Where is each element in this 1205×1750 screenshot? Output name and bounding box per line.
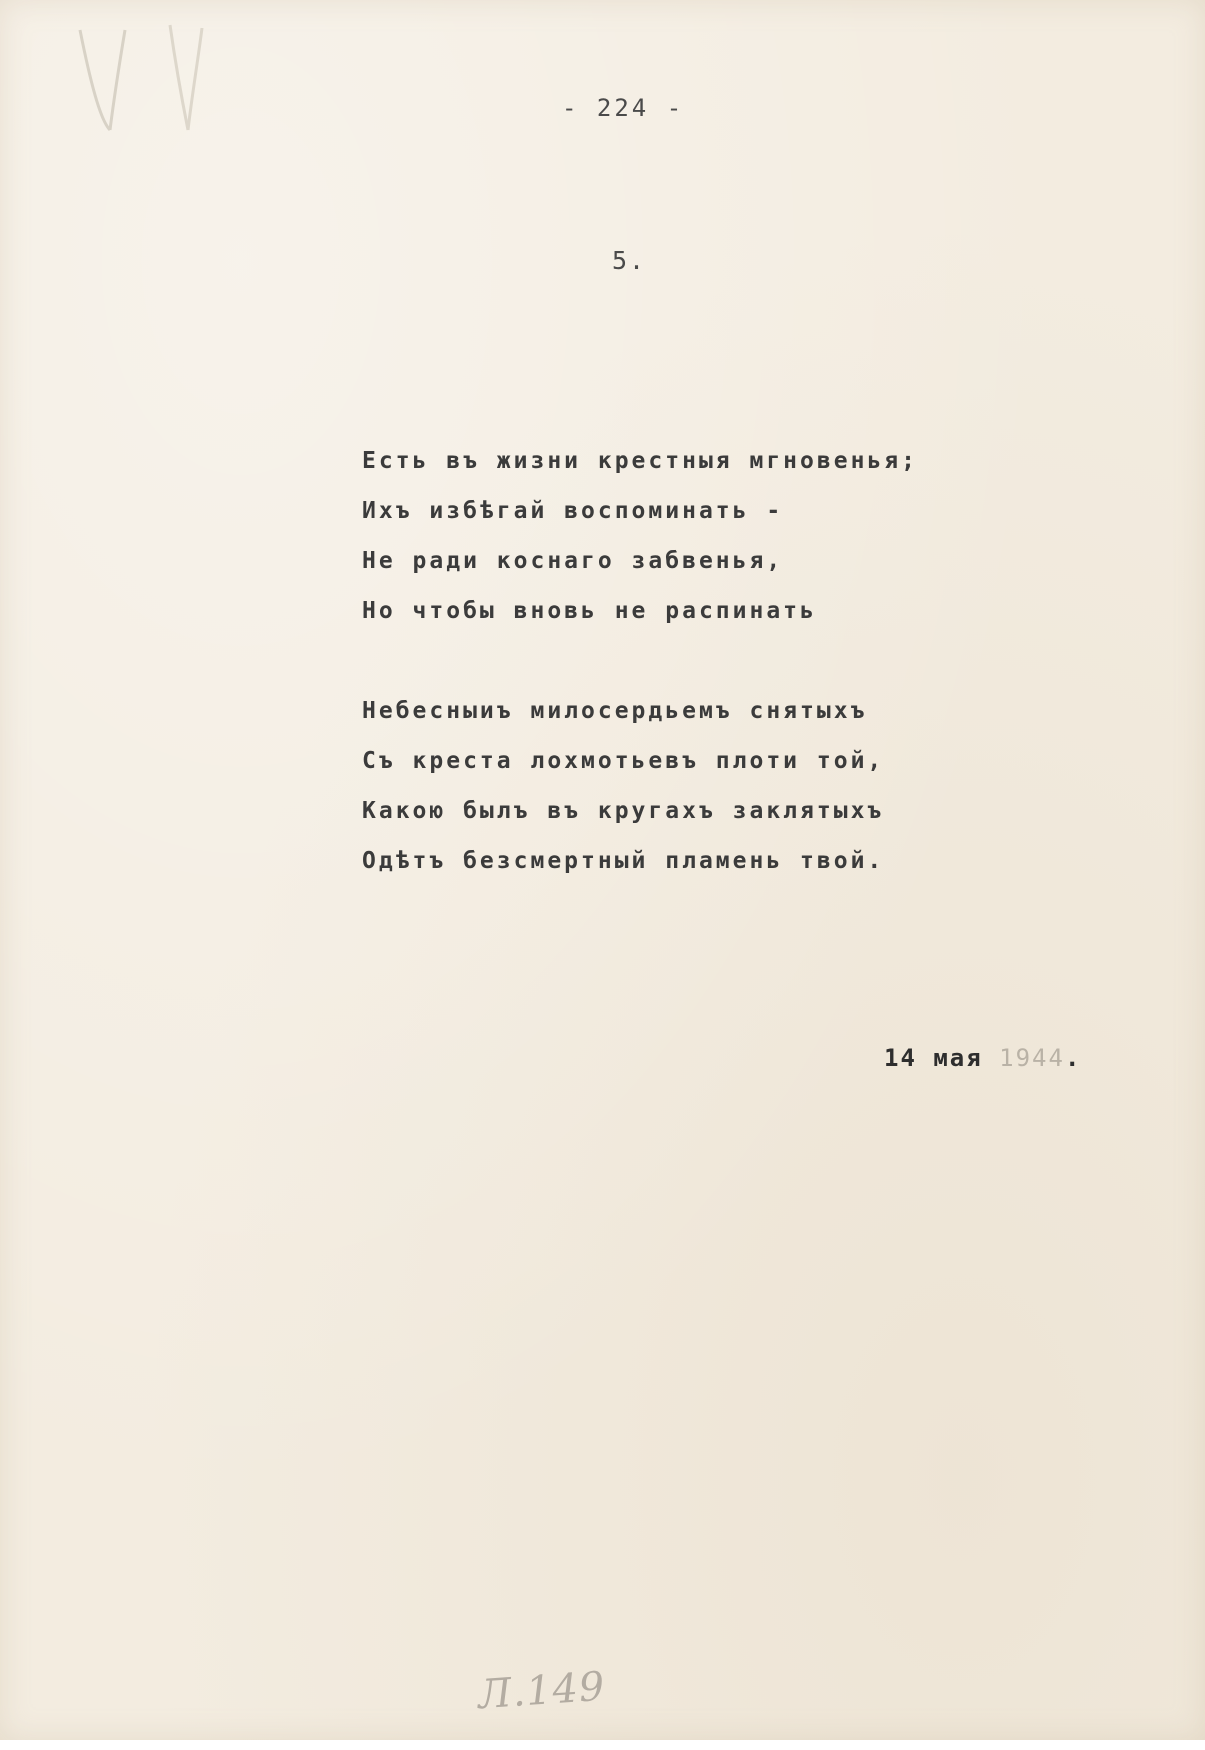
date-day-month: 14 мая — [884, 1044, 983, 1072]
date-period: . — [1064, 1044, 1082, 1072]
poem-stanza-1 — [362, 446, 918, 646]
poem-line: Одѣтъ безсмертный пламень твой. — [362, 848, 885, 874]
poem-line: Съ креста лохмотьевъ плоти той, — [362, 748, 885, 774]
poem-line: Какою былъ въ кругахъ заклятыхъ — [362, 798, 885, 824]
poem-line: Ихъ избѣгай воспоминать - — [362, 498, 784, 524]
poem-line: Но чтобы вновь не распинать — [362, 598, 817, 624]
pencil-scribble-mark — [70, 20, 210, 140]
poem-line: Есть въ жизни крестныя мгновенья; — [362, 448, 918, 474]
page-number: - 224 - — [562, 94, 685, 122]
poem — [362, 446, 918, 946]
date-year: 1944 — [999, 1044, 1065, 1072]
poem-line: Не ради коснаго забвенья, — [362, 548, 784, 574]
poem-line: Небесныиъ милосердьемъ снятыхъ — [362, 698, 868, 724]
section-number: 5. — [612, 246, 647, 275]
poem-stanza-2 — [362, 696, 918, 896]
archive-folio-number: Л.149 — [476, 1663, 607, 1719]
poem-date — [884, 1044, 1081, 1072]
